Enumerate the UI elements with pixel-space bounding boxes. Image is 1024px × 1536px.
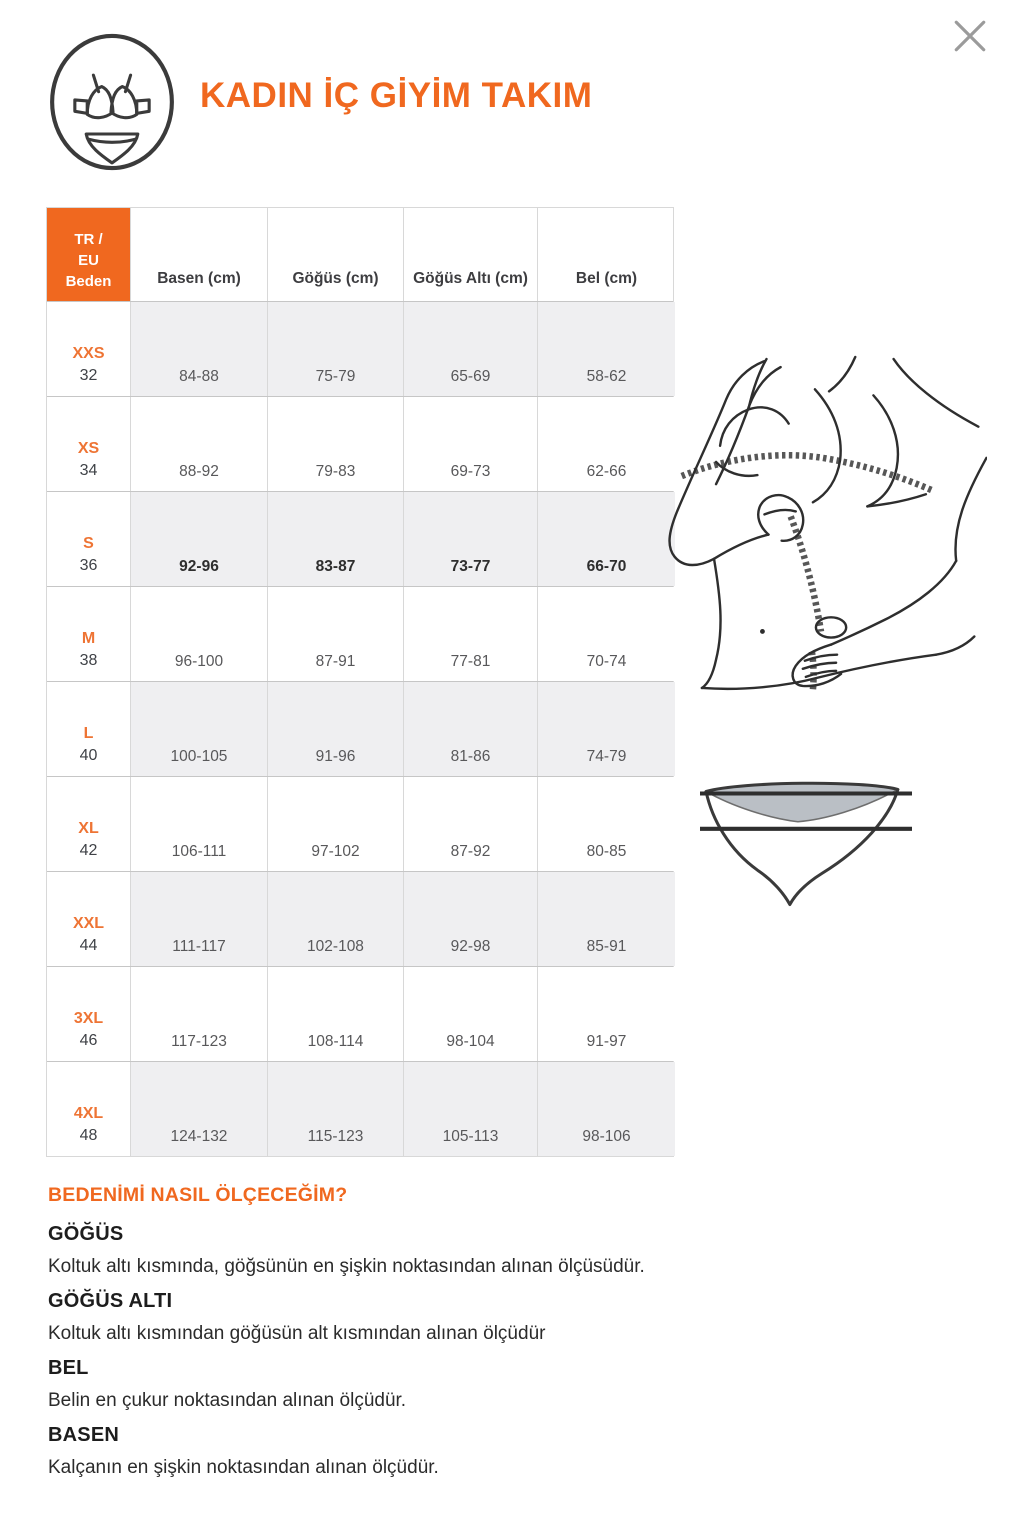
- eu-size-label: 44: [79, 937, 98, 954]
- guide-title: BEDENİMİ NASIL ÖLÇECEĞİM?: [48, 1184, 348, 1206]
- eu-size-label: 38: [79, 652, 98, 669]
- measurement-cell: 91-96: [268, 682, 404, 776]
- size-column-header-line: EU: [78, 252, 99, 269]
- measurement-cell: 97-102: [268, 777, 404, 871]
- measurement-cell: 85-91: [538, 872, 675, 966]
- measurement-cell: 58-62: [538, 302, 675, 396]
- size-cell: [47, 967, 131, 1061]
- table-row: [47, 966, 673, 1061]
- panty-measure-illustration: [700, 773, 912, 925]
- measurement-cell: 98-106: [538, 1062, 675, 1156]
- guide-text-basen: Kalçanın en şişkin noktasından alınan ölçüdür.: [48, 1457, 439, 1478]
- measurement-cell: 81-86: [404, 682, 538, 776]
- size-label: XXL: [72, 915, 105, 932]
- column-header-gogus-alti: Göğüs Altı (cm): [404, 208, 538, 301]
- guide-heading-gogus-alti: GÖĞÜS ALTI: [48, 1290, 173, 1312]
- size-column-header: [47, 208, 131, 301]
- eu-size-label: 42: [79, 842, 98, 859]
- measurement-cell: 69-73: [404, 397, 538, 491]
- size-label: XL: [78, 820, 99, 837]
- measurement-cell: 100-105: [131, 682, 268, 776]
- guide-text-gogus-alti: Koltuk altı kısmından göğüsün alt kısmından alınan ölçüdür: [48, 1323, 546, 1344]
- measurement-cell: 74-79: [538, 682, 675, 776]
- measurement-cell: 75-79: [268, 302, 404, 396]
- table-row: [47, 871, 673, 966]
- size-cell: [47, 1062, 131, 1156]
- measurement-cell: 91-97: [538, 967, 675, 1061]
- eu-size-label: 46: [79, 1032, 98, 1049]
- size-cell: [47, 682, 131, 776]
- table-row: [47, 491, 673, 586]
- measurement-cell: 62-66: [538, 397, 675, 491]
- measurement-cell: 80-85: [538, 777, 675, 871]
- size-cell: [47, 587, 131, 681]
- measurement-cell: 87-91: [268, 587, 404, 681]
- measurement-cell: 65-69: [404, 302, 538, 396]
- lingerie-set-icon: [48, 31, 176, 173]
- measurement-cell: 115-123: [268, 1062, 404, 1156]
- table-row: [47, 586, 673, 681]
- measurement-cell: 92-96: [131, 492, 268, 586]
- measurement-cell: 117-123: [131, 967, 268, 1061]
- measurement-cell: 87-92: [404, 777, 538, 871]
- guide-text-bel: Belin en çukur noktasından alınan ölçüdür.: [48, 1390, 407, 1411]
- measurement-cell: 102-108: [268, 872, 404, 966]
- measurement-cell: 96-100: [131, 587, 268, 681]
- column-header-gogus: Göğüs (cm): [268, 208, 404, 301]
- size-cell: [47, 492, 131, 586]
- size-cell: [47, 397, 131, 491]
- column-header-basen: Basen (cm): [131, 208, 268, 301]
- table-row: [47, 1061, 673, 1156]
- size-column-header-line: TR /: [74, 231, 103, 248]
- size-cell: [47, 872, 131, 966]
- size-label: 4XL: [73, 1105, 104, 1122]
- size-label: 3XL: [73, 1010, 104, 1027]
- measurement-cell: 70-74: [538, 587, 675, 681]
- measurement-cell: 84-88: [131, 302, 268, 396]
- size-cell: [47, 777, 131, 871]
- guide-heading-basen: BASEN: [48, 1424, 120, 1446]
- measurement-cell: 79-83: [268, 397, 404, 491]
- table-row: [47, 301, 673, 396]
- close-icon[interactable]: [948, 14, 992, 58]
- guide-heading-bel: BEL: [48, 1357, 89, 1379]
- eu-size-label: 32: [79, 367, 98, 384]
- table-body: [47, 301, 673, 1156]
- guide-text-gogus: Koltuk altı kısmında, göğsünün en şişkin noktasından alınan ölçüsüdür.: [48, 1256, 645, 1277]
- measurement-cell: 66-70: [538, 492, 675, 586]
- measure-guide: [48, 1184, 828, 1491]
- size-label: S: [83, 535, 94, 552]
- measurement-cell: 88-92: [131, 397, 268, 491]
- table-row: [47, 396, 673, 491]
- measurement-cell: 124-132: [131, 1062, 268, 1156]
- eu-size-label: 36: [79, 557, 98, 574]
- measurement-cell: 98-104: [404, 967, 538, 1061]
- measurement-cell: 105-113: [404, 1062, 538, 1156]
- measurement-cell: 73-77: [404, 492, 538, 586]
- size-label: XXS: [72, 345, 105, 362]
- measurement-cell: 108-114: [268, 967, 404, 1061]
- size-table: [46, 207, 674, 1157]
- size-label: L: [83, 725, 94, 742]
- column-header-bel: Bel (cm): [575, 270, 638, 287]
- bust-measure-illustration: [663, 353, 987, 691]
- measurement-cell: 77-81: [404, 587, 538, 681]
- size-label: M: [81, 630, 96, 647]
- table-row: [47, 776, 673, 871]
- table-row: [47, 681, 673, 776]
- size-cell: [47, 302, 131, 396]
- size-label: XS: [77, 440, 100, 457]
- measurement-cell: 92-98: [404, 872, 538, 966]
- measurement-cell: 106-111: [131, 777, 268, 871]
- eu-size-label: 40: [79, 747, 98, 764]
- size-column-header-line: Beden: [65, 273, 112, 290]
- eu-size-label: 48: [79, 1127, 98, 1144]
- table-header-row: [47, 208, 673, 301]
- measurement-cell: 83-87: [268, 492, 404, 586]
- guide-heading-gogus: GÖĞÜS: [48, 1223, 124, 1245]
- page-title: KADIN İÇ GİYİM TAKIM: [200, 76, 593, 115]
- measurement-cell: 111-117: [131, 872, 268, 966]
- eu-size-label: 34: [79, 462, 98, 479]
